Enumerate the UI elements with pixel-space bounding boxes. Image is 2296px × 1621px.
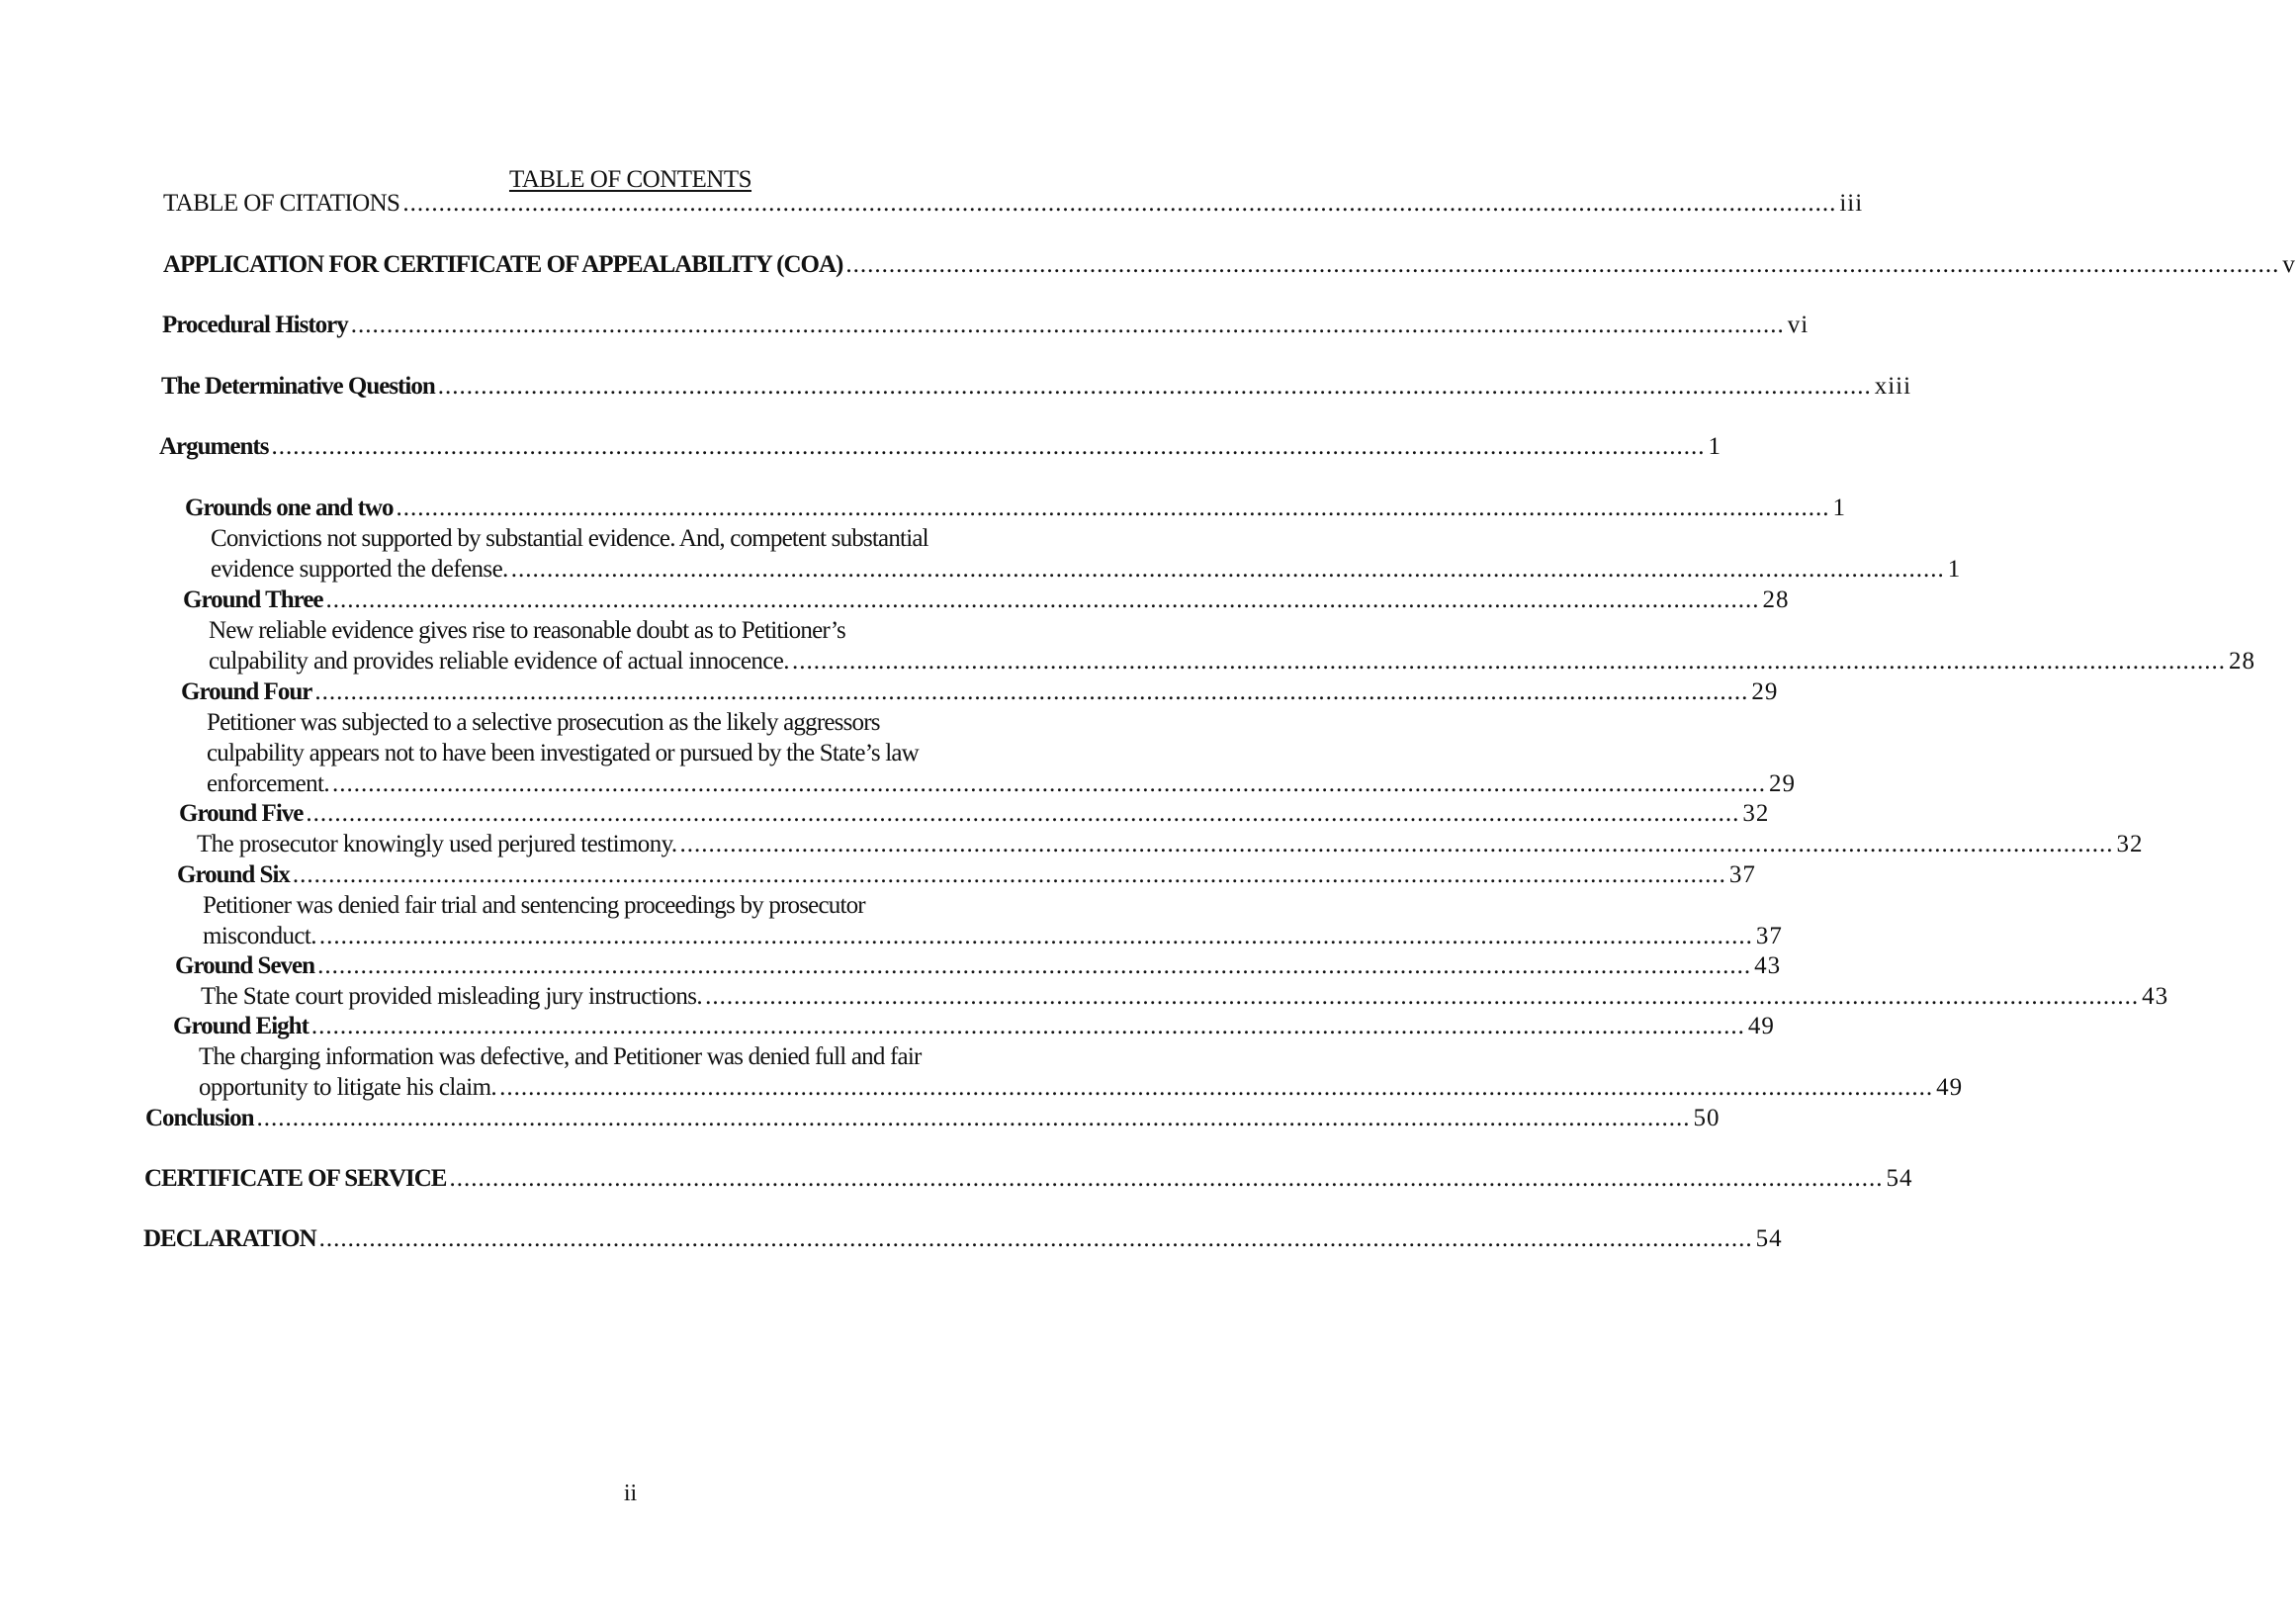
toc-entry-grounds-one-two[interactable]: Grounds one and two ........................................................................................................................................................................................................ 1 — [185, 495, 1846, 521]
dot-leader: ........................................................................................................................................................................................................ — [499, 1074, 1934, 1101]
dot-leader: ........................................................................................................................................................................................................ — [705, 983, 2140, 1010]
dot-leader: ........................................................................................................................................................................................................ — [317, 952, 1752, 979]
dot-leader: ........................................................................................................................................................................................................ — [331, 770, 1766, 797]
dot-leader: ........................................................................................................................................................................................................ — [325, 586, 1760, 613]
toc-subentry-ground-four[interactable]: enforcement. ........................................................................................................................................................................................................ 29 — [207, 770, 1796, 797]
toc-entry-procedural-history[interactable]: Procedural History ........................................................................................................................................................................................................ vi — [162, 312, 1810, 338]
page-ref: 50 — [1693, 1105, 1721, 1131]
dot-leader: ........................................................................................................................................................................................................ — [271, 433, 1706, 460]
page-ref: 28 — [2228, 648, 2255, 675]
dot-leader: ........................................................................................................................................................................................................ — [306, 800, 1740, 827]
toc-entry-ground-three[interactable]: Ground Three ........................................................................................................................................................................................................ 28 — [183, 586, 1790, 613]
dot-leader: ........................................................................................................................................................................................................ — [845, 251, 2280, 278]
page-ref: 43 — [2142, 983, 2169, 1010]
toc-entry-conclusion[interactable]: Conclusion ........................................................................................................................................................................................................ 50 — [145, 1105, 1721, 1131]
page-ref: iii — [1839, 190, 1864, 217]
page-ref: v — [2282, 251, 2296, 278]
page-ref: 32 — [1742, 800, 1770, 827]
page-ref: 29 — [1751, 678, 1779, 705]
page-ref: 49 — [1936, 1074, 1964, 1101]
toc-subentry-ground-seven[interactable]: The State court provided misleading jury instructions. ........................................................................................................................................................................................................ 43 — [201, 983, 2169, 1010]
toc-subentry-text: Convictions not supported by substantial evidence. And, competent substantial — [211, 525, 928, 552]
dot-leader: ........................................................................................................................................................................................................ — [350, 312, 1785, 338]
dot-leader: ........................................................................................................................................................................................................ — [256, 1105, 1691, 1131]
toc-entry-arguments[interactable]: Arguments ........................................................................................................................................................................................................ 1 — [159, 433, 1722, 460]
page-ref: 37 — [1728, 861, 1756, 888]
page-ref: 32 — [2116, 831, 2144, 857]
dot-leader: ........................................................................................................................................................................................................ — [449, 1165, 1884, 1192]
toc-entry-ground-four[interactable]: Ground Four ........................................................................................................................................................................................................ 29 — [181, 678, 1779, 705]
toc-entry-ground-eight[interactable]: Ground Eight ........................................................................................................................................................................................................ 49 — [173, 1013, 1775, 1039]
dot-leader: ........................................................................................................................................................................................................ — [292, 861, 1726, 888]
dot-leader: ........................................................................................................................................................................................................ — [318, 923, 1753, 949]
toc-subentry-ground-three[interactable]: culpability and provides reliable evidence of actual innocence. ........................................................................................................................................................................................................ 28 — [209, 648, 2255, 675]
page-ref: 54 — [1755, 1225, 1783, 1252]
toc-entry-citations[interactable]: TABLE OF CITATIONS ........................................................................................................................................................................................................ iii — [163, 190, 1864, 217]
page-ref: 43 — [1754, 952, 1782, 979]
toc-entry-ground-seven[interactable]: Ground Seven ........................................................................................................................................................................................................ 43 — [175, 952, 1782, 979]
page-ref: 54 — [1886, 1165, 1913, 1192]
dot-leader: ........................................................................................................................................................................................................ — [310, 1013, 1745, 1039]
toc-subentry-text: New reliable evidence gives rise to reasonable doubt as to Petitioner’s — [209, 617, 845, 644]
dot-leader: ........................................................................................................................................................................................................ — [679, 831, 2114, 857]
toc-subentry-ground-five[interactable]: The prosecutor knowingly used perjured testimony. ........................................................................................................................................................................................................ 32 — [197, 831, 2144, 857]
page-ref: 1 — [1708, 433, 1722, 460]
page-ref: 49 — [1747, 1013, 1775, 1039]
page-number: ii — [623, 1481, 638, 1506]
page-ref: 1 — [1832, 495, 1846, 521]
toc-subentry-ground-six[interactable]: misconduct. ........................................................................................................................................................................................................ 37 — [203, 923, 1783, 949]
toc-title: TABLE OF CONTENTS — [508, 166, 752, 193]
dot-leader: ........................................................................................................................................................................................................ — [402, 190, 1837, 217]
toc-entry-determinative-question[interactable]: The Determinative Question ........................................................................................................................................................................................................ xiii — [161, 373, 1912, 400]
toc-subentry-ground-eight[interactable]: opportunity to litigate his claim. ........................................................................................................................................................................................................ 49 — [199, 1074, 1964, 1101]
toc-subentry-grounds-one-two[interactable]: evidence supported the defense. ........................................................................................................................................................................................................ 1 — [211, 556, 1962, 583]
toc-entry-coa[interactable]: APPLICATION FOR CERTIFICATE OF APPEALABILITY (COA) ........................................................................................................................................................................................................ v — [163, 251, 2296, 278]
dot-leader: ........................................................................................................................................................................................................ — [314, 678, 1749, 705]
toc-subentry-text: Petitioner was subjected to a selective prosecution as the likely aggressors — [207, 709, 880, 736]
dot-leader: ........................................................................................................................................................................................................ — [396, 495, 1830, 521]
page-ref: 29 — [1768, 770, 1796, 797]
dot-leader: ........................................................................................................................................................................................................ — [437, 373, 1872, 400]
toc-subentry-text: Petitioner was denied fair trial and sentencing proceedings by prosecutor — [203, 892, 865, 919]
toc-entry-ground-six[interactable]: Ground Six ........................................................................................................................................................................................................ 37 — [177, 861, 1756, 888]
page-ref: 37 — [1755, 923, 1783, 949]
toc-subentry-text: culpability appears not to have been investigated or pursued by the State’s law — [207, 740, 919, 766]
dot-leader: ........................................................................................................................................................................................................ — [791, 648, 2226, 675]
page-ref: xiii — [1874, 373, 1912, 400]
page-ref: vi — [1787, 312, 1810, 338]
toc-entry-declaration[interactable]: DECLARATION ........................................................................................................................................................................................................ 54 — [143, 1225, 1783, 1252]
page-ref: 28 — [1762, 586, 1790, 613]
dot-leader: ........................................................................................................................................................................................................ — [510, 556, 1945, 583]
toc-entry-ground-five[interactable]: Ground Five ........................................................................................................................................................................................................ 32 — [179, 800, 1770, 827]
page-ref: 1 — [1947, 556, 1962, 583]
dot-leader: ........................................................................................................................................................................................................ — [318, 1225, 1753, 1252]
toc-entry-certificate-of-service[interactable]: CERTIFICATE OF SERVICE ........................................................................................................................................................................................................ 54 — [144, 1165, 1913, 1192]
toc-subentry-text: The charging information was defective, and Petitioner was denied full and fair — [199, 1043, 922, 1070]
